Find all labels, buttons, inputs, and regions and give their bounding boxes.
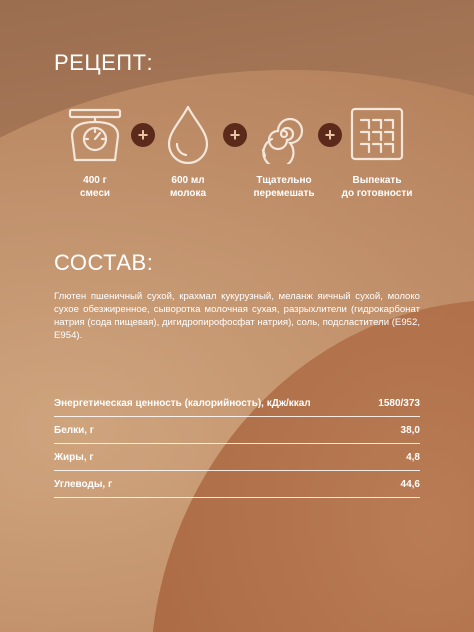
- nutrition-row-energy: [54, 390, 420, 417]
- step-label-stir: Тщательно перемешать: [253, 175, 315, 199]
- plus-icon: +: [131, 123, 155, 147]
- recipe-title: РЕЦЕПТ:: [54, 50, 154, 75]
- nutrition-table: [54, 390, 420, 498]
- step-label-milk: 600 мл молока: [169, 175, 207, 199]
- plus-icon: +: [223, 123, 247, 147]
- nutrition-label: Жиры, г: [54, 451, 94, 463]
- kitchen-scale-icon: [67, 104, 123, 164]
- nutrition-row-protein: [54, 417, 420, 444]
- nutrition-label: Белки, г: [54, 424, 94, 436]
- nutrition-value: 1580/373: [378, 397, 420, 409]
- nutrition-label: Углеводы, г: [54, 478, 113, 490]
- nutrition-value: 44,6: [400, 478, 420, 490]
- step-label-mix: 400 г смеси: [79, 175, 111, 199]
- composition-title: СОСТАВ:: [54, 250, 154, 275]
- step-label-bake: Выпекать до готовности: [341, 175, 413, 199]
- composition-text: Глютен пшеничный сухой, крахмал кукурузный, меланж яичный сухой, молоко сухое обезжиренное, сыворотка молочная сухая, разрыхлители (гидрокарбонат натрия (сода пищевая), дигидропирофосфат натрия), соль, подсластители (Е952, Е954).: [54, 291, 420, 341]
- plus-icon: +: [318, 123, 342, 147]
- nutrition-value: 4,8: [406, 451, 420, 463]
- nutrition-row-carbs: [54, 471, 420, 498]
- nutrition-row-fat: [54, 444, 420, 471]
- nutrition-value: 38,0: [400, 424, 420, 436]
- milk-drop-icon: [160, 104, 216, 164]
- waffle-icon: [349, 104, 405, 164]
- nutrition-label: Энергетическая ценность (калорийность), кДж/ккал: [54, 397, 311, 409]
- recipe-steps: [0, 104, 474, 214]
- whisk-swirl-icon: [256, 104, 312, 164]
